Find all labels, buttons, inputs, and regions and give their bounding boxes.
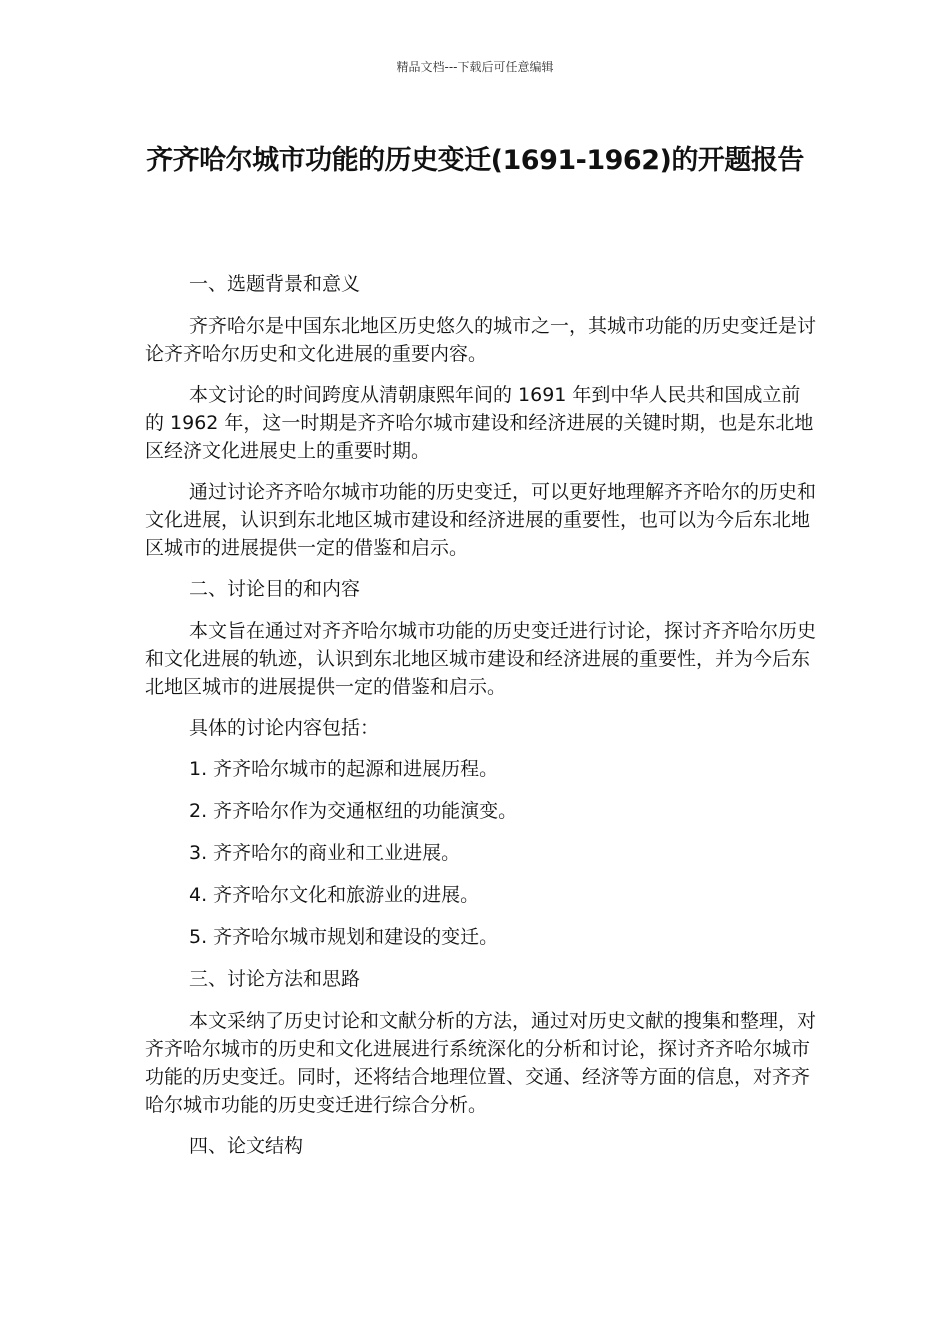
paragraph: 本文采纳了历史讨论和文献分析的方法，通过对历史文献的搜集和整理，对齐齐哈尔城市的历史和文化进展进行系统深化的分析和讨论，探讨齐齐哈尔城市功能的历史变迁。同时，还将结合地理位置、交通、经济等方面的信息，对齐齐哈尔城市功能的历史变迁进行综合分析。 xyxy=(145,1010,817,1116)
list-item: 2. 齐齐哈尔作为交通枢纽的功能演变。 xyxy=(189,800,518,822)
paragraph: 通过讨论齐齐哈尔城市功能的历史变迁，可以更好地理解齐齐哈尔的历史和文化进展，认识到东北地区城市建设和经济进展的重要性，也可以为今后东北地区城市的进展提供一定的借鉴和启示。 xyxy=(145,481,817,559)
document-body xyxy=(145,270,817,1174)
section-heading: 一、选题背景和意义 xyxy=(189,273,361,295)
paragraph: 本文旨在通过对齐齐哈尔城市功能的历史变迁进行讨论，探讨齐齐哈尔历史和文化进展的轨迹，认识到东北地区城市建设和经济进展的重要性，并为今后东北地区城市的进展提供一定的借鉴和启示。 xyxy=(145,620,817,698)
paragraph: 具体的讨论内容包括： xyxy=(189,717,380,739)
section-heading: 三、讨论方法和思路 xyxy=(189,968,361,990)
list-item: 1. 齐齐哈尔城市的起源和进展历程。 xyxy=(189,758,499,780)
paragraph: 齐齐哈尔是中国东北地区历史悠久的城市之一，其城市功能的历史变迁是讨论齐齐哈尔历史和文化进展的重要内容。 xyxy=(145,315,817,365)
section-heading: 二、讨论目的和内容 xyxy=(189,578,361,600)
list-item: 5. 齐齐哈尔城市规划和建设的变迁。 xyxy=(189,926,499,948)
document-title: 齐齐哈尔城市功能的历史变迁(1691-1962)的开题报告 xyxy=(146,145,804,176)
section-heading: 四、论文结构 xyxy=(189,1135,304,1157)
page-header-note: 精品文档---下载后可任意编辑 xyxy=(396,60,554,74)
list-item: 4. 齐齐哈尔文化和旅游业的进展。 xyxy=(189,884,480,906)
paragraph: 本文讨论的时间跨度从清朝康熙年间的 1691 年到中华人民共和国成立前的 1962 年，这一时期是齐齐哈尔城市建设和经济进展的关键时期，也是东北地区经济文化进展史上的重要时期。 xyxy=(145,384,814,462)
list-item: 3. 齐齐哈尔的商业和工业进展。 xyxy=(189,842,461,864)
